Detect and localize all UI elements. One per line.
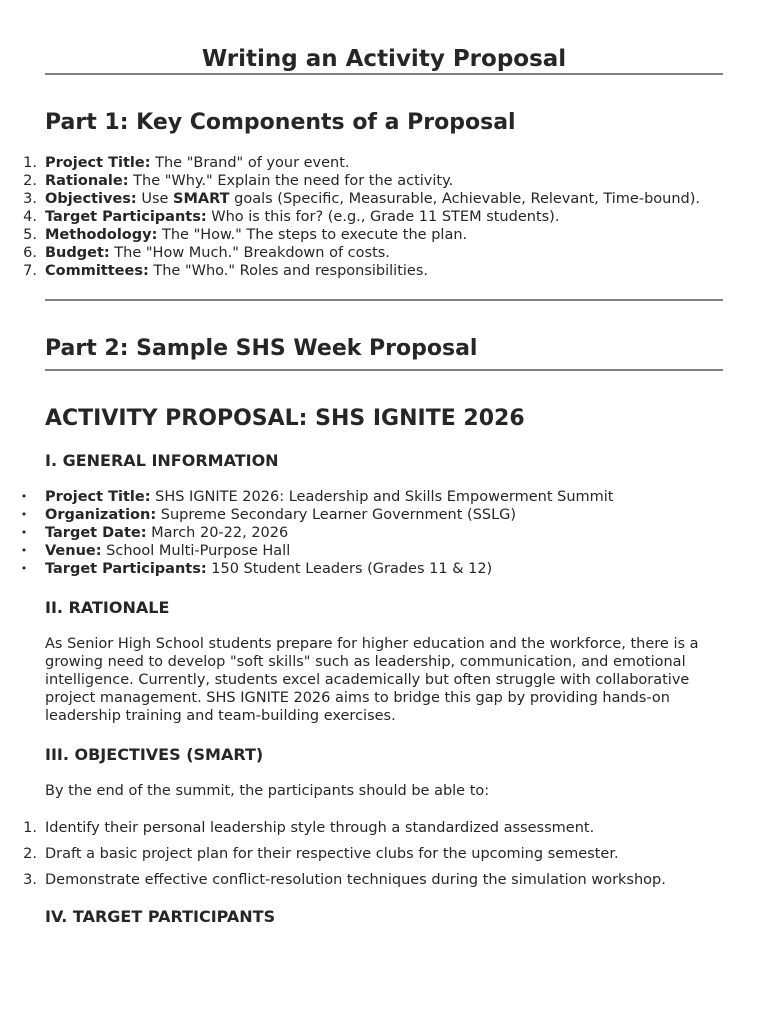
list-number: 6. (23, 245, 37, 261)
part1-heading: Part 1: Key Components of a Proposal (45, 110, 516, 135)
bullet-icon: • (20, 562, 28, 575)
list-number: 3. (23, 872, 37, 888)
list-item (0, 262, 723, 280)
list-item (0, 542, 723, 560)
list-number: 2. (23, 173, 37, 189)
item-label: Budget: (45, 245, 110, 261)
list-item (0, 871, 723, 889)
item-text: School Multi-Purpose Hall (101, 543, 291, 559)
list-item (0, 506, 723, 524)
list-number: 5. (23, 227, 37, 243)
list-item (0, 845, 723, 863)
item-text: Who is this for? (e.g., Grade 11 STEM students). (206, 209, 560, 225)
list-item (0, 172, 723, 190)
list-item (0, 488, 723, 506)
objectives-intro: By the end of the summit, the participants should be able to: (45, 783, 490, 799)
document-title: Writing an Activity Proposal (201, 46, 567, 72)
item-text: The "Why." Explain the need for the activity. (128, 173, 454, 189)
list-number: 3. (23, 191, 37, 207)
item-text: SHS IGNITE 2026: Leadership and Skills Empowerment Summit (150, 489, 614, 505)
item-label: Target Participants: (45, 209, 207, 225)
list-item (0, 819, 723, 837)
list-item (0, 560, 723, 578)
list-number: 1. (23, 155, 37, 171)
part2-divider (45, 369, 723, 371)
bullet-icon: • (20, 544, 28, 557)
list-item (0, 226, 723, 244)
objectives-heading: III. OBJECTIVES (SMART) (45, 745, 264, 764)
item-label: Project Title: (45, 155, 151, 171)
proposal-title: ACTIVITY PROPOSAL: SHS IGNITE 2026 (45, 406, 525, 431)
item-text: Identify their personal leadership style through a standardized assessment. (45, 820, 595, 836)
item-text-before: Use (136, 191, 174, 207)
item-label: Organization: (45, 507, 157, 523)
item-label: Methodology: (45, 227, 158, 243)
list-number: 7. (23, 263, 37, 279)
item-text: Draft a basic project plan for their respective clubs for the upcoming semester. (45, 846, 619, 862)
list-number: 2. (23, 846, 37, 862)
item-text: The "How Much." Breakdown of costs. (109, 245, 390, 261)
part2-heading: Part 2: Sample SHS Week Proposal (45, 336, 478, 361)
item-label: Objectives: (45, 191, 137, 207)
list-item (0, 524, 723, 542)
item-text: 150 Student Leaders (Grades 11 & 12) (206, 561, 493, 577)
smart-emphasis: SMART (173, 191, 230, 207)
target-participants-heading: IV. TARGET PARTICIPANTS (45, 907, 276, 926)
list-item (0, 208, 723, 226)
item-label: Project Title: (45, 489, 151, 505)
list-number: 1. (23, 820, 37, 836)
list-item (0, 190, 723, 208)
item-text: Demonstrate effective conflict-resolution techniques during the simulation workshop. (45, 872, 666, 888)
bullet-icon: • (20, 490, 28, 503)
item-text: The "How." The steps to execute the plan. (157, 227, 468, 243)
list-item (0, 154, 723, 172)
item-label: Venue: (45, 543, 102, 559)
item-text: The "Brand" of your event. (150, 155, 350, 171)
title-divider (45, 73, 723, 75)
bullet-icon: • (20, 508, 28, 521)
item-text: The "Who." Roles and responsibilities. (148, 263, 429, 279)
item-text: goals (Specific, Measurable, Achievable, Relevant, Time-bound). (229, 191, 701, 207)
item-label: Committees: (45, 263, 149, 279)
item-text: Supreme Secondary Learner Government (SSLG) (156, 507, 517, 523)
item-label: Target Participants: (45, 561, 207, 577)
item-text: March 20-22, 2026 (146, 525, 289, 541)
bullet-icon: • (20, 526, 28, 539)
item-label: Rationale: (45, 173, 129, 189)
general-info-heading: I. GENERAL INFORMATION (45, 451, 279, 470)
list-number: 4. (23, 209, 37, 225)
part1-divider (45, 299, 723, 301)
rationale-heading: II. RATIONALE (45, 598, 170, 617)
general-info-list (0, 488, 723, 578)
key-components-list (0, 154, 723, 280)
rationale-paragraph: As Senior High School students prepare for higher education and the workforce, there is a growing need to develop "soft skills" such as leadership, communication, and emotional intelligence. Currently, students excel academically but often struggle with collaborative project management. SHS IGNITE 2026 aims to bridge this gap by providing hands-on leadership training and team-building exercises. (45, 636, 699, 724)
item-label: Target Date: (45, 525, 147, 541)
objectives-list (0, 819, 723, 897)
list-item (0, 244, 723, 262)
